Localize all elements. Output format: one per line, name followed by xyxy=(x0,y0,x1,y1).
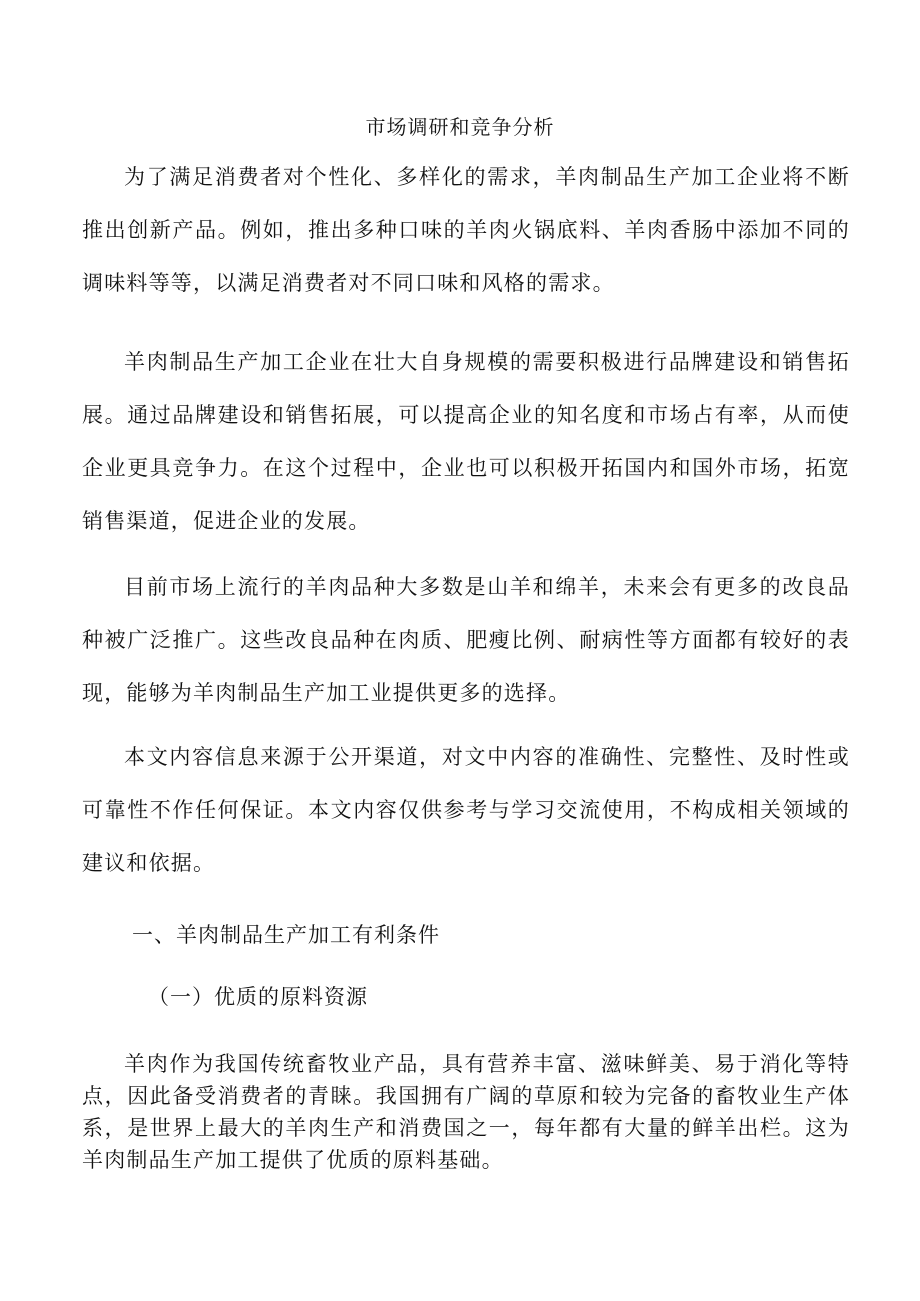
paragraph-2: 羊肉制品生产加工企业在壮大自身规模的需要积极进行品牌建设和销售拓展。通过品牌建设和销售拓展，可以提高企业的知名度和市场占有率，从而使企业更具竞争力。在这个过程中，企业也可以积极开拓国内和国外市场，拓宽销售渠道，促进企业的发展。 xyxy=(82,350,850,533)
section-heading: 一、羊肉制品生产加工有利条件 xyxy=(132,923,440,947)
subsection-heading: （一）优质的原料资源 xyxy=(148,985,368,1009)
section-paragraph: 羊肉作为我国传统畜牧业产品，具有营养丰富、滋味鲜美、易于消化等特点，因此备受消费者的青睐。我国拥有广阔的草原和较为完备的畜牧业生产体系，是世界上最大的羊肉生产和消费国之一，每年都有大量的鲜羊出栏。这为羊肉制品生产加工提供了优质的原料基础。 xyxy=(82,1052,850,1172)
page-title: 市场调研和竞争分析 xyxy=(365,115,555,139)
paragraph-3: 目前市场上流行的羊肉品种大多数是山羊和绵羊，未来会有更多的改良品种被广泛推广。这些改良品种在肉质、肥瘦比例、耐病性等方面都有较好的表现，能够为羊肉制品生产加工业提供更多的选择。 xyxy=(82,575,850,705)
paragraph-4: 本文内容信息来源于公开渠道，对文中内容的准确性、完整性、及时性或可靠性不作任何保证。本文内容仅供参考与学习交流使用，不构成相关领域的建议和依据。 xyxy=(82,745,850,875)
paragraph-1: 为了满足消费者对个性化、多样化的需求，羊肉制品生产加工企业将不断推出创新产品。例如，推出多种口味的羊肉火锅底料、羊肉香肠中添加不同的调味料等等，以满足消费者对不同口味和风格的需求。 xyxy=(82,165,850,295)
